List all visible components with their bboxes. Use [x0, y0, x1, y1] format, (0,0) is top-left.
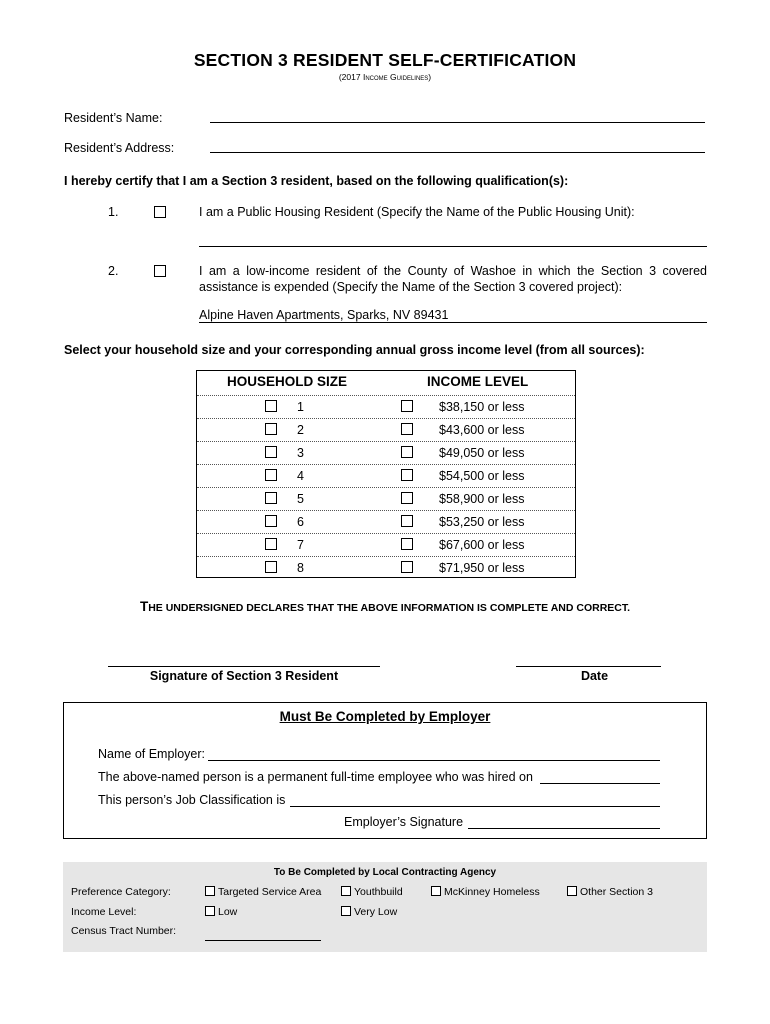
income-level-value: $54,500 or less — [439, 469, 525, 483]
date-line[interactable] — [516, 655, 661, 667]
certify-heading: I hereby certify that I am a Section 3 resident, based on the following qualification(s): — [64, 174, 569, 188]
household-size-value: 4 — [297, 469, 304, 483]
public-housing-unit-field[interactable] — [199, 232, 707, 247]
income-level-value: $43,600 or less — [439, 423, 525, 437]
qualification-2-checkbox[interactable] — [154, 265, 166, 277]
resident-signature-label: Signature of Section 3 Resident — [149, 669, 339, 683]
income-level-label: Income Level: — [71, 906, 137, 918]
income-level-checkbox[interactable] — [401, 469, 413, 481]
table-row — [197, 418, 575, 442]
option-mckinney-homeless[interactable]: McKinney Homeless — [431, 886, 540, 898]
income-level-value: $38,150 or less — [439, 400, 525, 414]
qualification-1-checkbox[interactable] — [154, 206, 166, 218]
option-youthbuild[interactable]: Youthbuild — [341, 886, 403, 898]
employer-name-field[interactable] — [208, 746, 660, 761]
income-level-value: $49,050 or less — [439, 446, 525, 460]
declaration: THE UNDERSIGNED DECLARES THAT THE ABOVE INFORMATION IS COMPLETE AND CORRECT. — [139, 599, 631, 614]
checkbox[interactable] — [205, 906, 215, 916]
income-level-checkbox[interactable] — [401, 446, 413, 458]
checkbox[interactable] — [341, 906, 351, 916]
employer-name-label: Name of Employer: — [98, 747, 205, 761]
hired-on-field[interactable] — [540, 769, 660, 784]
table-row — [197, 556, 575, 580]
agency-section — [63, 862, 707, 952]
household-size-checkbox[interactable] — [265, 492, 277, 504]
household-size-checkbox[interactable] — [265, 400, 277, 412]
column-header-income-level: INCOME LEVEL — [427, 374, 529, 389]
job-classification-field[interactable] — [290, 792, 660, 807]
household-size-checkbox[interactable] — [265, 538, 277, 550]
column-header-household-size: HOUSEHOLD SIZE — [227, 374, 348, 389]
hired-on-label: The above-named person is a permanent full-time employee who was hired on — [98, 770, 533, 784]
household-size-checkbox[interactable] — [265, 515, 277, 527]
income-level-value: $67,600 or less — [439, 538, 525, 552]
household-size-value: 5 — [297, 492, 304, 506]
household-size-checkbox[interactable] — [265, 469, 277, 481]
qualification-2-number: 2. — [108, 264, 119, 278]
checkbox[interactable] — [431, 886, 441, 896]
option-targeted-service-area[interactable]: Targeted Service Area — [205, 886, 321, 898]
employer-heading: Must Be Completed by Employer — [279, 709, 491, 724]
table-row — [197, 487, 575, 511]
household-income-table — [196, 370, 576, 578]
agency-heading: To Be Completed by Local Contracting Agency — [273, 867, 497, 878]
household-heading: Select your household size and your corresponding annual gross income level (from all sources): — [64, 343, 645, 357]
option-other-section-3[interactable]: Other Section 3 — [567, 886, 653, 898]
covered-project-field[interactable]: Alpine Haven Apartments, Sparks, NV 89431 — [199, 308, 707, 323]
job-classification-label: This person’s Job Classification is — [98, 793, 286, 807]
preference-category-label: Preference Category: — [71, 886, 171, 898]
qualification-1-text: I am a Public Housing Resident (Specify the Name of the Public Housing Unit): — [199, 205, 635, 219]
census-tract-label: Census Tract Number: — [71, 925, 177, 937]
date-label: Date — [580, 669, 609, 683]
table-row — [197, 533, 575, 557]
resident-name-label: Resident’s Name: — [64, 111, 163, 125]
table-row — [197, 441, 575, 465]
employer-signature-label: Employer’s Signature — [344, 815, 464, 829]
household-size-value: 8 — [297, 561, 304, 575]
table-row — [197, 464, 575, 488]
table-row — [197, 510, 575, 534]
checkbox[interactable] — [341, 886, 351, 896]
household-size-value: 7 — [297, 538, 304, 552]
page-subtitle: (2017 Income Guidelines) — [338, 72, 432, 82]
household-size-value: 2 — [297, 423, 304, 437]
income-level-checkbox[interactable] — [401, 515, 413, 527]
qualification-1-number: 1. — [108, 205, 119, 219]
household-size-checkbox[interactable] — [265, 561, 277, 573]
resident-signature-line[interactable] — [108, 655, 380, 667]
qualification-2-text-line2: assistance is expended (Specify the Name of the Section 3 covered project): — [199, 280, 623, 294]
income-level-checkbox[interactable] — [401, 561, 413, 573]
income-level-checkbox[interactable] — [401, 492, 413, 504]
income-level-value: $71,950 or less — [439, 561, 525, 575]
resident-address-field[interactable] — [210, 138, 705, 153]
qualification-2-text-line1: I am a low-income resident of the County of Washoe in which the Section 3 covered — [199, 264, 707, 278]
employer-signature-field[interactable] — [468, 814, 660, 829]
employer-section — [63, 702, 707, 839]
income-level-value: $58,900 or less — [439, 492, 525, 506]
income-level-checkbox[interactable] — [401, 423, 413, 435]
household-size-value: 6 — [297, 515, 304, 529]
household-size-checkbox[interactable] — [265, 423, 277, 435]
table-row — [197, 395, 575, 419]
page-title: SECTION 3 RESIDENT SELF-CERTIFICATION — [193, 50, 577, 70]
checkbox[interactable] — [567, 886, 577, 896]
household-size-checkbox[interactable] — [265, 446, 277, 458]
household-size-value: 3 — [297, 446, 304, 460]
resident-address-label: Resident’s Address: — [64, 141, 175, 155]
income-level-checkbox[interactable] — [401, 400, 413, 412]
option-very-low[interactable]: Very Low — [341, 906, 397, 918]
income-level-checkbox[interactable] — [401, 538, 413, 550]
checkbox[interactable] — [205, 886, 215, 896]
option-low[interactable]: Low — [205, 906, 237, 918]
census-tract-field[interactable] — [205, 927, 321, 941]
income-level-value: $53,250 or less — [439, 515, 525, 529]
household-size-value: 1 — [297, 400, 304, 414]
resident-name-field[interactable] — [210, 108, 705, 123]
